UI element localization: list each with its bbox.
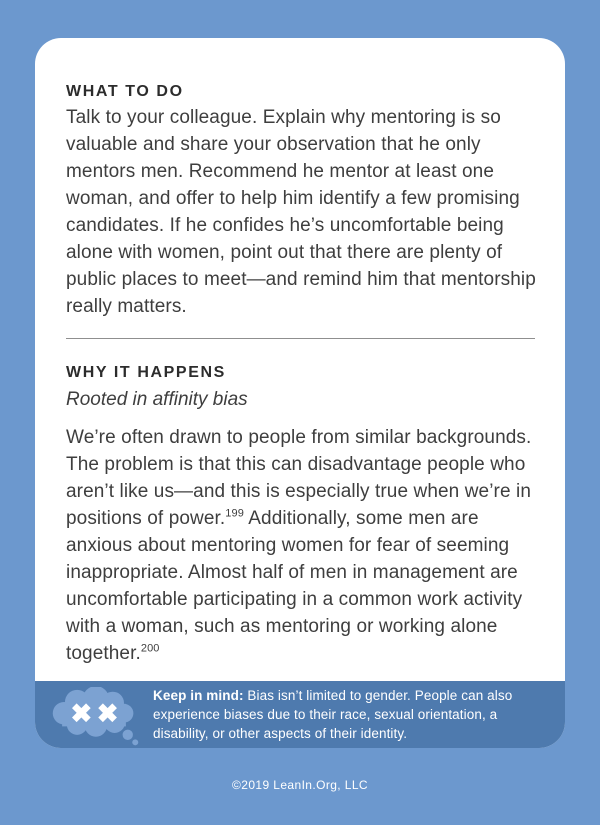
thought-bubble-xx-icon bbox=[48, 687, 140, 747]
footnote-ref-199: 199 bbox=[225, 507, 244, 520]
what-to-do-heading: WHAT TO DO bbox=[66, 83, 184, 100]
bias-card bbox=[35, 38, 565, 748]
what-to-do-paragraph: Talk to your colleague. Explain why mentoring is so valuable and share your observation that he only mentors men. Recommend he mentor at least one woman, and offer to help him identify a few promising candidates. If he confides he’s uncomfortable being alone with women, point out that there are plenty of public places to meet—and remind him that mentorship really matters. bbox=[66, 107, 536, 317]
section-divider bbox=[66, 338, 535, 339]
footnote-ref-200: 200 bbox=[140, 642, 160, 655]
why-it-happens-heading: WHY IT HAPPENS bbox=[66, 364, 226, 381]
keep-in-mind-label: Keep in mind: bbox=[153, 688, 244, 703]
keep-in-mind-text bbox=[153, 686, 521, 743]
why-it-happens-paragraph bbox=[66, 424, 540, 667]
keep-in-mind-body: Bias isn’t limited to gender. People can also experience biases due to their race, sexual orientation, a disability, or other aspects of their identity. bbox=[153, 688, 513, 741]
copyright-text: ©2019 LeanIn.Org, LLC bbox=[232, 778, 368, 792]
card-body bbox=[35, 38, 565, 681]
why-text-part1: We’re often drawn to people from similar backgrounds. The problem is that this can disadvantage people who aren’t like us—and this is especially true when we’re in positions of power. bbox=[66, 427, 532, 529]
banner-icon-area bbox=[35, 683, 153, 747]
why-text-part2: Additionally, some men are anxious about mentoring women for fear of seeming inappropriate. Almost half of men in management are uncomfortable participating in a common work activity with a woman, such as mentoring or working alone together. bbox=[66, 508, 523, 664]
why-it-happens-subtitle: Rooted in affinity bias bbox=[66, 389, 248, 410]
keep-in-mind-banner bbox=[35, 681, 565, 748]
